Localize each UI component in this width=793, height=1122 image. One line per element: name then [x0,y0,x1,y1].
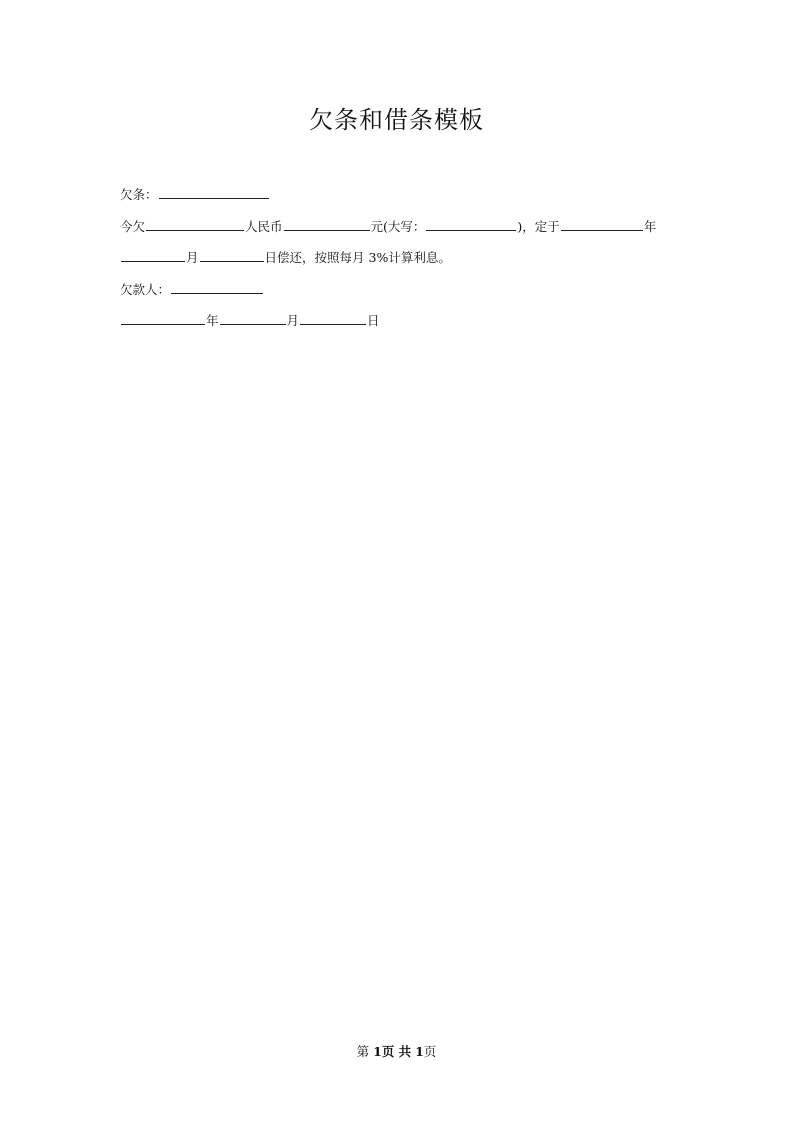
footer-page-number: 1 [373,1044,382,1059]
debt-text-5: 年 [643,219,657,234]
debt-text-3: 元(大写： [370,219,426,234]
due-day-blank[interactable] [200,250,264,262]
debtor-line [120,282,264,298]
page-footer [0,1042,793,1060]
footer-mid: 页 共 [381,1044,412,1059]
iou-label: 欠条： [120,187,158,202]
footer-suffix: 页 [423,1044,437,1059]
iou-label-line [120,187,270,203]
due-year-blank[interactable] [561,219,643,231]
sign-year-label: 年 [206,313,219,328]
creditor-blank[interactable] [146,219,244,231]
due-month-blank[interactable] [121,250,185,262]
sign-day-label: 日 [367,313,380,328]
debt-text-2: 人民币 [245,219,283,234]
iou-blank[interactable] [159,187,269,199]
debt-amount-line [120,219,656,235]
sign-day-blank[interactable] [300,313,366,325]
page-title: 欠条和借条模板 [309,106,484,134]
repay-text-1: 月 [186,250,199,265]
footer-prefix: 第 [356,1044,370,1059]
debt-text-4: )，定于 [517,219,560,234]
repay-date-line [120,250,451,266]
sign-month-blank[interactable] [220,313,286,325]
sign-year-blank[interactable] [121,313,205,325]
debtor-blank[interactable] [171,282,263,294]
sign-month-label: 月 [286,313,300,328]
amount-capital-blank[interactable] [426,219,516,231]
sign-date-line [120,313,380,329]
repay-text-2: 日偿还，按照每月 3%计算利息。 [264,250,451,265]
debtor-label: 欠款人： [120,282,171,297]
amount-blank[interactable] [284,219,370,231]
debt-text-1: 今欠 [120,219,146,234]
footer-total-pages: 1 [415,1044,424,1059]
